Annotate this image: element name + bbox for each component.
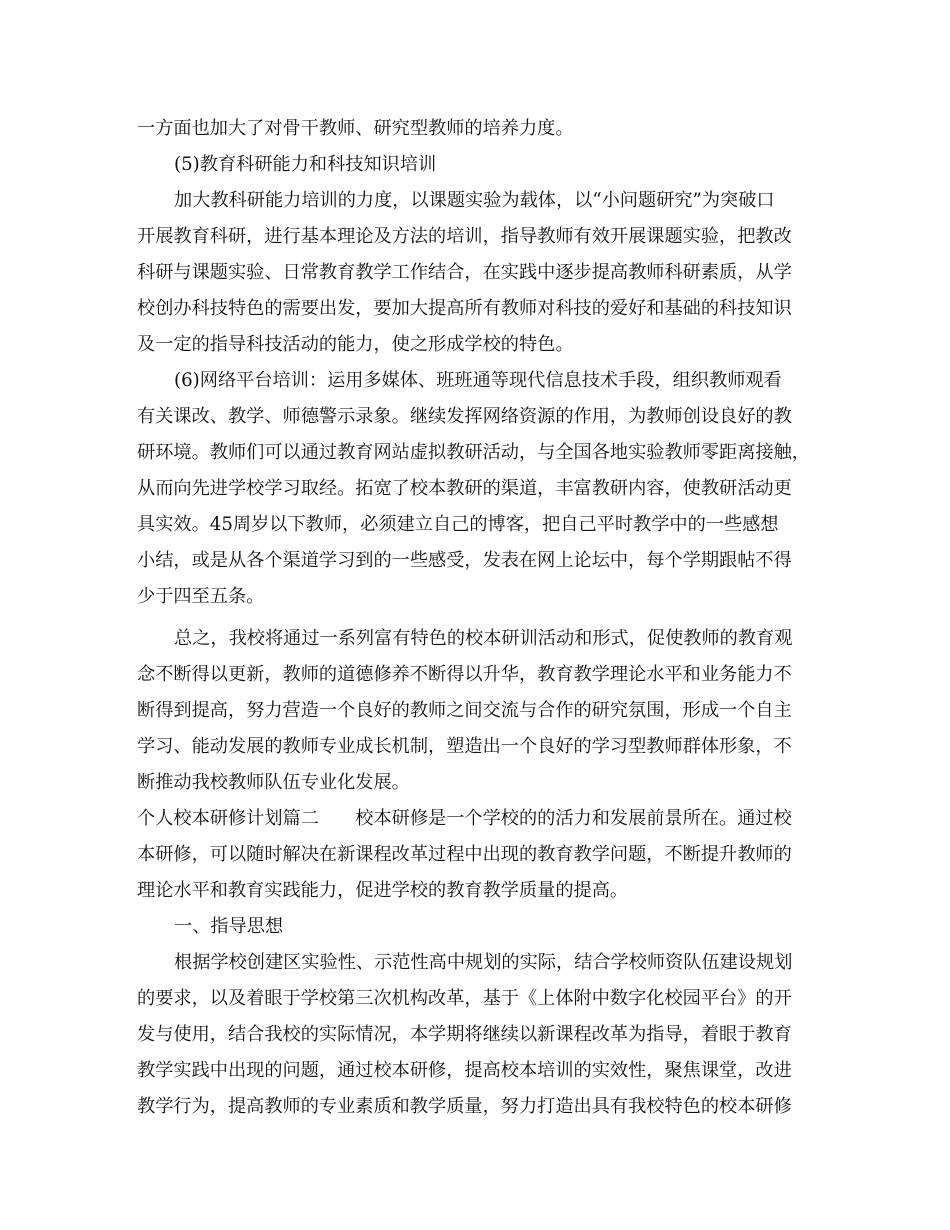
text-line: 断推动我校教师队伍专业化发展。 bbox=[137, 772, 410, 793]
text-line: 研环境。教师们可以通过教育网站虚拟教研活动，与全国各地实验教师零距离接触， bbox=[137, 442, 810, 463]
text-line: 总之，我校将通过一系列富有特色的校本研训活动和形式，促使教师的教育观 bbox=[174, 628, 793, 649]
text-line: 教学行为，提高教师的专业素质和教学质量，努力打造出具有我校特色的校本研修 bbox=[137, 1096, 792, 1117]
text-line: 少于四至五条。 bbox=[137, 586, 265, 607]
text-line: 小结，或是从各个渠道学习到的一些感受，发表在网上论坛中，每个学期跟帖不得 bbox=[137, 550, 792, 571]
text-line: 一方面也加大了对骨干教师、研究型教师的培养力度。 bbox=[137, 118, 574, 139]
text-line: 开展教育科研，进行基本理论及方法的培训，指导教师有效开展课题实验，把教改 bbox=[137, 226, 792, 247]
text-line: 念不断得以更新，教师的道德修养不断得以升华，教育教学理论水平和业务能力不 bbox=[137, 664, 792, 685]
text-line: 从而向先进学校学习取经。拓宽了校本教研的渠道，丰富教研内容，使教研活动更 bbox=[137, 478, 792, 499]
text-line: 科研与课题实验、日常教育教学工作结合，在实践中逐步提高教师科研素质，从学 bbox=[137, 262, 792, 283]
text-line: 及一定的指导科技活动的能力，使之形成学校的特色。 bbox=[137, 334, 574, 355]
section-heading: (5)教育科研能力和科技知识培训 bbox=[174, 154, 437, 175]
section-heading: 一、指导思想 bbox=[174, 916, 284, 937]
text-line: 根据学校创建区实验性、示范性高中规划的实际，结合学校师资队伍建设规划 bbox=[174, 952, 793, 973]
text-line: 发与使用，结合我校的实际情况，本学期将继续以新课程改革为指导，着眼于教育 bbox=[137, 1024, 792, 1045]
section-title-line: 个人校本研修计划篇二 校本研修是一个学校的的活力和发展前景所在。通过校 bbox=[137, 808, 792, 829]
text-line: 理论水平和教育实践能力，促进学校的教育教学质量的提高。 bbox=[137, 880, 629, 901]
text-line: 校创办科技特色的需要出发，要加大提高所有教师对科技的爱好和基础的科技知识 bbox=[137, 298, 792, 319]
text-line: 有关课改、教学、师德警示录象。继续发挥网络资源的作用，为教师创设良好的教 bbox=[137, 406, 792, 427]
text-line: 学习、能动发展的教师专业成长机制，塑造出一个良好的学习型教师群体形象，不 bbox=[137, 736, 792, 757]
text-line: 断得到提高，努力营造一个良好的教师之间交流与合作的研究氛围，形成一个自主 bbox=[137, 700, 792, 721]
text-line: 加大教科研能力培训的力度，以课题实验为载体，以“小问题研究”为突破口 bbox=[174, 190, 775, 211]
text-line: 的要求，以及着眼于学校第三次机构改革，基于《上体附中数字化校园平台》的开 bbox=[137, 988, 792, 1009]
text-line: 本研修，可以随时解决在新课程改革过程中出现的教育教学问题，不断提升教师的 bbox=[137, 844, 792, 865]
text-line: (6)网络平台培训：运用多媒体、班班通等现代信息技术手段，组织教师观看 bbox=[174, 370, 782, 391]
text-line: 具实效。45周岁以下教师，必须建立自己的博客，把自己平时教学中的一些感想 bbox=[137, 514, 779, 535]
text-line: 教学实践中出现的问题，通过校本研修，提高校本培训的实效性，聚焦课堂，改进 bbox=[137, 1060, 792, 1081]
